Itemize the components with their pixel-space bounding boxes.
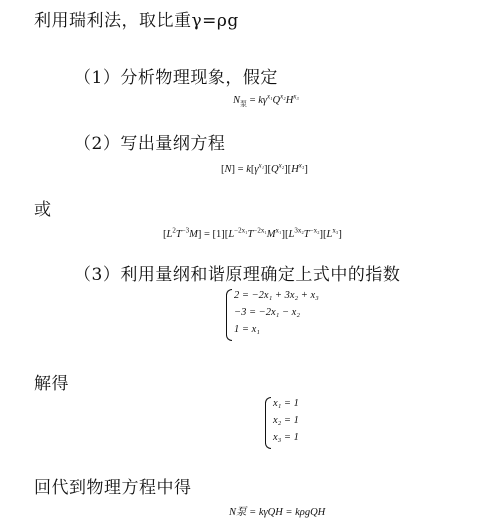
equation-1: $N_泵 = k\gamma^{x_1}Q^{x_2}H^{x_3}$ bbox=[233, 92, 299, 109]
system-line: 2 = −2x₁ + 3x₂ + x₃ bbox=[234, 290, 319, 301]
final-label: 回代到物理方程中得 bbox=[34, 478, 192, 498]
equation-3: $[L^2T^{-3}M] = [1][L^{-2x_1}T^{-2x_1}M^{x_1}][L^{3x_2}T^{-x_2}][L^{x_3}]$ bbox=[163, 226, 342, 240]
final-equation: N泵 = kγQH = kρgQH bbox=[229, 507, 326, 518]
system-brace bbox=[226, 289, 232, 341]
step3-text: （3）利用量纲和谐原理确定上式中的指数 bbox=[74, 265, 401, 285]
solution-line: x₃ = 1 bbox=[273, 432, 299, 443]
system-line: 1 = x₁ bbox=[234, 324, 260, 335]
equation-2: $[N] = k[\gamma^{x_1}][Q^{x_2}][H^{x_3}]$ bbox=[221, 161, 308, 175]
intro-text: 利用瑞利法，取比重γ=ρg bbox=[34, 11, 239, 31]
system-line: −3 = −2x₁ − x₂ bbox=[234, 307, 300, 318]
step1-text: （1）分析物理现象，假定 bbox=[74, 68, 278, 88]
solution-brace bbox=[265, 397, 271, 449]
solve-label: 解得 bbox=[34, 374, 69, 394]
step2-text: （2）写出量纲方程 bbox=[74, 134, 226, 154]
or-label: 或 bbox=[34, 200, 52, 220]
solution-line: x₁ = 1 bbox=[273, 398, 299, 409]
solution-system bbox=[273, 395, 299, 446]
solution-line: x₂ = 1 bbox=[273, 415, 299, 426]
equation-system bbox=[234, 287, 319, 338]
